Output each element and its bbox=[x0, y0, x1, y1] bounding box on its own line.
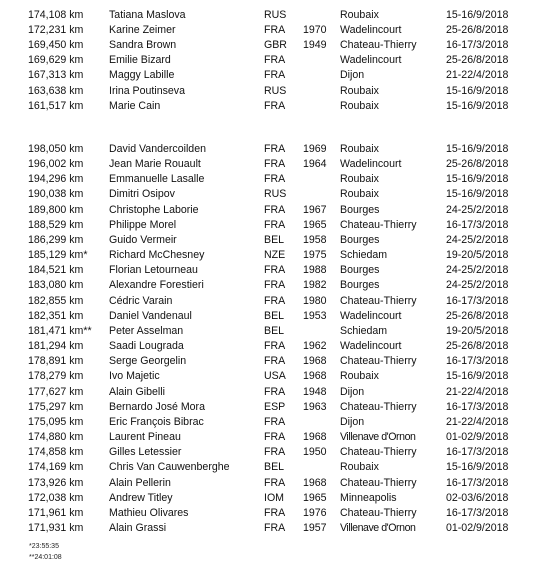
result-country: FRA bbox=[264, 69, 286, 82]
result-venue: Villenave d'Ornon bbox=[340, 522, 416, 534]
result-athlete-name: Bernardo José Mora bbox=[109, 400, 205, 413]
result-date: 25-26/8/2018 bbox=[446, 309, 509, 322]
result-date: 25-26/8/2018 bbox=[446, 340, 509, 353]
result-athlete-name: Mathieu Olivares bbox=[109, 506, 189, 519]
result-date: 16-17/3/2018 bbox=[446, 355, 509, 368]
result-birth-year: 1963 bbox=[303, 400, 327, 413]
result-row bbox=[0, 203, 536, 218]
result-row bbox=[0, 491, 536, 506]
result-birth-year: 1949 bbox=[303, 39, 327, 52]
result-athlete-name: Alain Gibelli bbox=[109, 385, 165, 398]
result-venue: Bourges bbox=[340, 233, 380, 246]
result-venue: Roubaix bbox=[340, 461, 379, 474]
result-date: 15-16/9/2018 bbox=[446, 143, 509, 155]
result-birth-year: 1964 bbox=[303, 158, 327, 171]
result-athlete-name: Irina Poutinseva bbox=[109, 84, 185, 97]
result-venue: Wadelincourt bbox=[340, 24, 402, 37]
result-venue: Chateau-Thierry bbox=[340, 400, 417, 413]
result-row bbox=[0, 218, 536, 233]
result-distance: 182,351 km bbox=[28, 309, 84, 322]
result-venue: Chateau-Thierry bbox=[340, 218, 417, 231]
result-athlete-name: Emmanuelle Lasalle bbox=[109, 173, 205, 186]
result-date: 24-25/2/2018 bbox=[446, 279, 509, 292]
result-athlete-name: Jean Marie Rouault bbox=[109, 158, 201, 171]
result-athlete-name: Alain Grassi bbox=[109, 522, 167, 534]
result-distance: 175,095 km bbox=[28, 415, 84, 428]
result-country: BEL bbox=[264, 233, 285, 246]
result-athlete-name: Eric François Bibrac bbox=[109, 415, 204, 428]
result-venue: Dijon bbox=[340, 69, 365, 82]
result-date: 24-25/2/2018 bbox=[446, 233, 509, 246]
result-date: 15-16/9/2018 bbox=[446, 461, 509, 474]
result-venue: Bourges bbox=[340, 279, 380, 292]
result-country: IOM bbox=[264, 491, 285, 504]
result-date: 19-20/5/2018 bbox=[446, 324, 509, 337]
result-distance: 177,627 km bbox=[28, 385, 84, 398]
result-distance: 185,129 km* bbox=[28, 249, 88, 262]
result-venue: Roubaix bbox=[340, 370, 379, 383]
result-row bbox=[0, 278, 536, 293]
result-country: FRA bbox=[264, 158, 286, 171]
result-distance: 161,517 km bbox=[28, 99, 84, 112]
result-date: 21-22/4/2018 bbox=[446, 69, 509, 82]
result-distance: 186,299 km bbox=[28, 233, 84, 246]
result-athlete-name: David Vandercoilden bbox=[109, 143, 206, 155]
result-date: 15-16/9/2018 bbox=[446, 9, 509, 21]
result-row bbox=[0, 430, 536, 445]
result-date: 15-16/9/2018 bbox=[446, 99, 509, 112]
result-athlete-name: Guido Vermeir bbox=[109, 233, 177, 246]
result-birth-year: 1958 bbox=[303, 233, 327, 246]
result-venue: Bourges bbox=[340, 203, 380, 216]
result-date: 24-25/2/2018 bbox=[446, 203, 509, 216]
result-distance: 174,858 km bbox=[28, 446, 84, 459]
result-date: 01-02/9/2018 bbox=[446, 522, 509, 534]
result-country: NZE bbox=[264, 249, 286, 262]
result-country: FRA bbox=[264, 294, 286, 307]
result-date: 25-26/8/2018 bbox=[446, 158, 509, 171]
result-country: FRA bbox=[264, 340, 286, 353]
result-distance: 169,629 km bbox=[28, 54, 84, 67]
result-row bbox=[0, 248, 536, 263]
result-row bbox=[0, 400, 536, 415]
result-athlete-name: Serge Georgelin bbox=[109, 355, 187, 368]
result-date: 02-03/6/2018 bbox=[446, 491, 509, 504]
result-distance: 178,891 km bbox=[28, 355, 84, 368]
result-country: FRA bbox=[264, 99, 286, 112]
result-distance: 184,521 km bbox=[28, 264, 84, 277]
result-row bbox=[0, 415, 536, 430]
result-birth-year: 1967 bbox=[303, 203, 327, 216]
result-athlete-name: Richard McChesney bbox=[109, 249, 205, 262]
result-venue: Wadelincourt bbox=[340, 340, 402, 353]
result-birth-year: 1968 bbox=[303, 476, 327, 489]
result-distance: 167,313 km bbox=[28, 69, 84, 82]
result-distance: 174,108 km bbox=[28, 9, 84, 21]
result-date: 25-26/8/2018 bbox=[446, 54, 509, 67]
result-row bbox=[0, 142, 536, 157]
result-date: 16-17/3/2018 bbox=[446, 506, 509, 519]
result-date: 19-20/5/2018 bbox=[446, 249, 509, 262]
result-distance: 178,279 km bbox=[28, 370, 84, 383]
result-date: 15-16/9/2018 bbox=[446, 370, 509, 383]
result-venue: Schiedam bbox=[340, 324, 388, 337]
result-row bbox=[0, 309, 536, 324]
result-distance: 190,038 km bbox=[28, 188, 84, 201]
result-row bbox=[0, 263, 536, 278]
result-venue: Dijon bbox=[340, 415, 365, 428]
result-venue: Villenave d'Ornon bbox=[340, 431, 416, 444]
result-country: RUS bbox=[264, 84, 287, 97]
result-date: 15-16/9/2018 bbox=[446, 84, 509, 97]
result-birth-year: 1948 bbox=[303, 385, 327, 398]
result-distance: 171,961 km bbox=[28, 506, 84, 519]
result-country: FRA bbox=[264, 476, 286, 489]
footnote-1: *23:55:35 bbox=[29, 543, 59, 550]
result-country: FRA bbox=[264, 415, 286, 428]
result-athlete-name: Alain Pellerin bbox=[109, 476, 171, 489]
result-row bbox=[0, 23, 536, 38]
result-birth-year: 1950 bbox=[303, 446, 327, 459]
result-row bbox=[0, 294, 536, 309]
result-distance: 172,231 km bbox=[28, 24, 84, 37]
result-country: FRA bbox=[264, 173, 286, 186]
result-country: FRA bbox=[264, 385, 286, 398]
result-athlete-name: Marie Cain bbox=[109, 99, 161, 112]
result-birth-year: 1957 bbox=[303, 522, 327, 534]
result-row bbox=[0, 172, 536, 187]
result-birth-year: 1965 bbox=[303, 218, 327, 231]
result-distance: 169,450 km bbox=[28, 39, 84, 52]
result-athlete-name: Dimitri Osipov bbox=[109, 188, 175, 201]
result-country: RUS bbox=[264, 188, 287, 201]
result-birth-year: 1982 bbox=[303, 279, 327, 292]
result-birth-year: 1968 bbox=[303, 355, 327, 368]
result-row bbox=[0, 521, 536, 536]
result-distance: 198,050 km bbox=[28, 143, 84, 155]
result-row bbox=[0, 324, 536, 339]
result-venue: Roubaix bbox=[340, 9, 379, 21]
result-venue: Wadelincourt bbox=[340, 309, 402, 322]
result-birth-year: 1969 bbox=[303, 143, 327, 155]
result-row bbox=[0, 157, 536, 172]
result-athlete-name: Christophe Laborie bbox=[109, 203, 199, 216]
result-athlete-name: Daniel Vandenaul bbox=[109, 309, 192, 322]
result-venue: Roubaix bbox=[340, 143, 379, 155]
result-date: 16-17/3/2018 bbox=[446, 400, 509, 413]
result-country: FRA bbox=[264, 431, 286, 444]
result-country: FRA bbox=[264, 203, 286, 216]
result-venue: Chateau-Thierry bbox=[340, 294, 417, 307]
result-country: FRA bbox=[264, 218, 286, 231]
result-date: 16-17/3/2018 bbox=[446, 446, 509, 459]
result-venue: Roubaix bbox=[340, 99, 379, 112]
result-country: GBR bbox=[264, 39, 287, 52]
result-athlete-name: Tatiana Maslova bbox=[109, 9, 186, 21]
result-birth-year: 1975 bbox=[303, 249, 327, 262]
result-row bbox=[0, 339, 536, 354]
result-distance: 189,800 km bbox=[28, 203, 84, 216]
result-distance: 194,296 km bbox=[28, 173, 84, 186]
result-date: 01-02/9/2018 bbox=[446, 431, 509, 444]
result-country: RUS bbox=[264, 9, 287, 21]
result-athlete-name: Maggy Labille bbox=[109, 69, 175, 82]
result-date: 24-25/2/2018 bbox=[446, 264, 509, 277]
result-birth-year: 1953 bbox=[303, 309, 327, 322]
result-date: 21-22/4/2018 bbox=[446, 385, 509, 398]
result-athlete-name: Cédric Varain bbox=[109, 294, 173, 307]
result-distance: 174,169 km bbox=[28, 461, 84, 474]
result-athlete-name: Laurent Pineau bbox=[109, 431, 181, 444]
result-country: FRA bbox=[264, 355, 286, 368]
result-birth-year: 1980 bbox=[303, 294, 327, 307]
result-date: 16-17/3/2018 bbox=[446, 218, 509, 231]
result-date: 16-17/3/2018 bbox=[446, 476, 509, 489]
result-birth-year: 1970 bbox=[303, 24, 327, 37]
result-distance: 163,638 km bbox=[28, 84, 84, 97]
result-distance: 174,880 km bbox=[28, 431, 84, 444]
result-date: 25-26/8/2018 bbox=[446, 24, 509, 37]
result-row bbox=[0, 233, 536, 248]
result-row bbox=[0, 460, 536, 475]
result-distance: 172,038 km bbox=[28, 491, 84, 504]
result-date: 16-17/3/2018 bbox=[446, 39, 509, 52]
result-birth-year: 1965 bbox=[303, 491, 327, 504]
result-row bbox=[0, 68, 536, 83]
result-athlete-name: Andrew Titley bbox=[109, 491, 173, 504]
result-venue: Roubaix bbox=[340, 173, 379, 186]
result-venue: Dijon bbox=[340, 385, 365, 398]
result-venue: Chateau-Thierry bbox=[340, 476, 417, 489]
result-birth-year: 1962 bbox=[303, 340, 327, 353]
result-country: BEL bbox=[264, 324, 285, 337]
result-country: FRA bbox=[264, 143, 286, 155]
result-date: 15-16/9/2018 bbox=[446, 173, 509, 186]
result-country: FRA bbox=[264, 279, 286, 292]
result-distance: 171,931 km bbox=[28, 522, 84, 534]
result-country: FRA bbox=[264, 264, 286, 277]
result-row bbox=[0, 84, 536, 99]
result-row bbox=[0, 445, 536, 460]
result-athlete-name: Peter Asselman bbox=[109, 324, 184, 337]
result-date: 16-17/3/2018 bbox=[446, 294, 509, 307]
result-distance: 181,294 km bbox=[28, 340, 84, 353]
result-venue: Bourges bbox=[340, 264, 380, 277]
result-date: 15-16/9/2018 bbox=[446, 188, 509, 201]
result-distance: 181,471 km** bbox=[28, 324, 92, 337]
result-distance: 173,926 km bbox=[28, 476, 84, 489]
result-country: FRA bbox=[264, 54, 286, 67]
result-distance: 196,002 km bbox=[28, 158, 84, 171]
result-venue: Chateau-Thierry bbox=[340, 355, 417, 368]
result-birth-year: 1968 bbox=[303, 370, 327, 383]
result-country: FRA bbox=[264, 522, 286, 534]
result-country: USA bbox=[264, 370, 286, 383]
result-venue: Roubaix bbox=[340, 188, 379, 201]
result-athlete-name: Ivo Majetic bbox=[109, 370, 160, 383]
result-country: FRA bbox=[264, 24, 286, 37]
result-birth-year: 1968 bbox=[303, 431, 327, 444]
result-row bbox=[0, 369, 536, 384]
result-row bbox=[0, 38, 536, 53]
result-athlete-name: Florian Letourneau bbox=[109, 264, 198, 277]
result-venue: Minneapolis bbox=[340, 491, 397, 504]
result-distance: 182,855 km bbox=[28, 294, 84, 307]
result-row bbox=[0, 354, 536, 369]
result-distance: 188,529 km bbox=[28, 218, 84, 231]
result-date: 21-22/4/2018 bbox=[446, 415, 509, 428]
result-venue: Wadelincourt bbox=[340, 158, 402, 171]
result-country: FRA bbox=[264, 506, 286, 519]
result-athlete-name: Saadi Lougrada bbox=[109, 340, 184, 353]
result-distance: 175,297 km bbox=[28, 400, 84, 413]
result-country: ESP bbox=[264, 400, 286, 413]
result-row bbox=[0, 476, 536, 491]
result-row bbox=[0, 187, 536, 202]
result-birth-year: 1976 bbox=[303, 506, 327, 519]
footnote-2: **24:01:08 bbox=[29, 554, 62, 561]
result-distance: 183,080 km bbox=[28, 279, 84, 292]
result-row bbox=[0, 385, 536, 400]
result-venue: Chateau-Thierry bbox=[340, 446, 417, 459]
result-country: FRA bbox=[264, 446, 286, 459]
result-athlete-name: Philippe Morel bbox=[109, 218, 177, 231]
result-venue: Schiedam bbox=[340, 249, 388, 262]
result-athlete-name: Gilles Letessier bbox=[109, 446, 182, 459]
result-country: BEL bbox=[264, 461, 285, 474]
result-venue: Wadelincourt bbox=[340, 54, 402, 67]
result-row bbox=[0, 53, 536, 68]
result-row bbox=[0, 99, 536, 114]
result-athlete-name: Karine Zeimer bbox=[109, 24, 176, 37]
result-venue: Chateau-Thierry bbox=[340, 506, 417, 519]
result-birth-year: 1988 bbox=[303, 264, 327, 277]
result-row bbox=[0, 8, 536, 23]
result-row bbox=[0, 506, 536, 521]
result-athlete-name: Sandra Brown bbox=[109, 39, 177, 52]
result-athlete-name: Emilie Bizard bbox=[109, 54, 171, 67]
result-country: BEL bbox=[264, 309, 285, 322]
result-venue: Chateau-Thierry bbox=[340, 39, 417, 52]
result-venue: Roubaix bbox=[340, 84, 379, 97]
result-athlete-name: Alexandre Forestieri bbox=[109, 279, 204, 292]
result-athlete-name: Chris Van Cauwenberghe bbox=[109, 461, 230, 474]
